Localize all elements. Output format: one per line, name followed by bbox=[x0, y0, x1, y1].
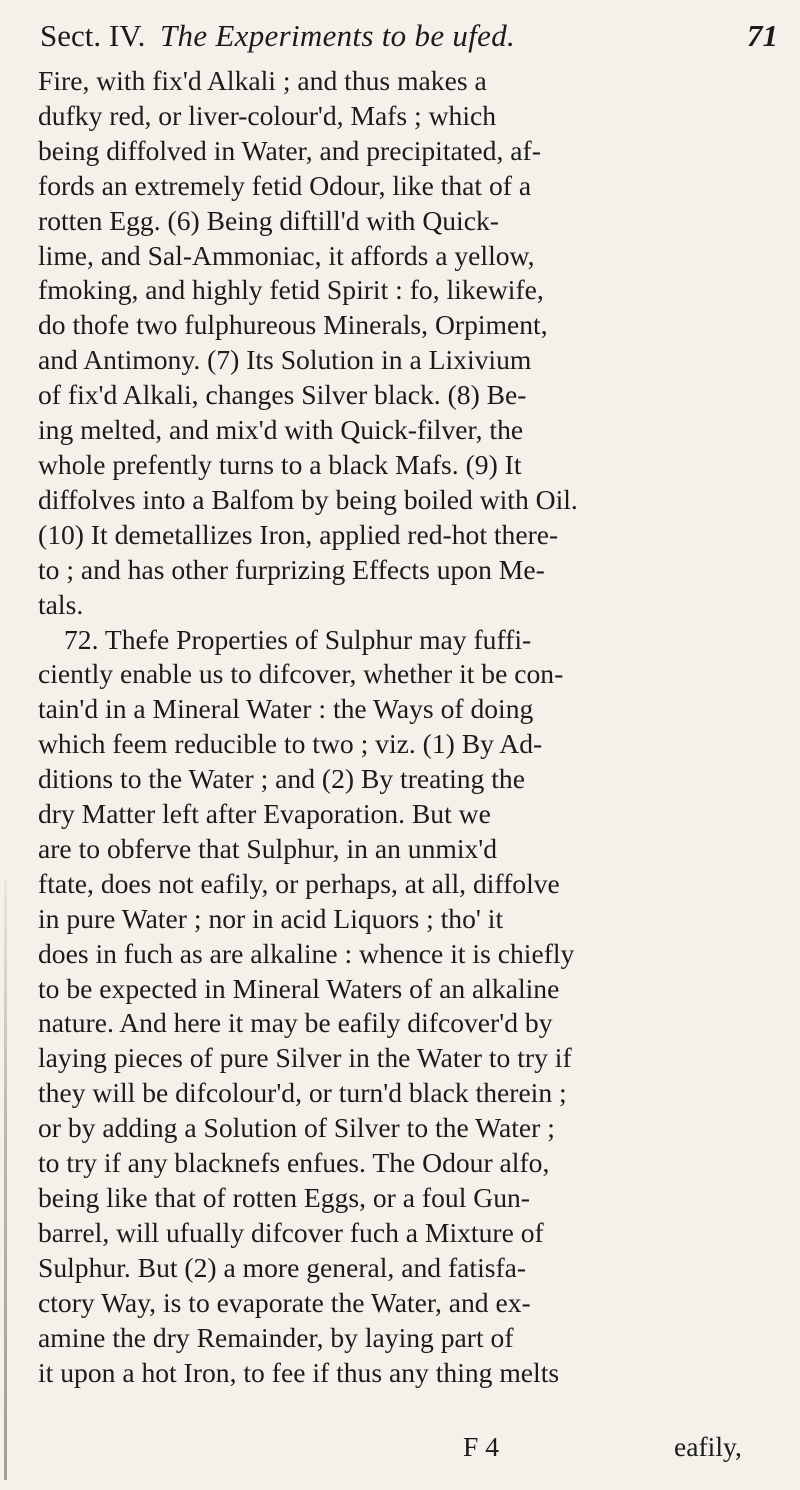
text-line: do thofe two fulphureous Minerals, Orpiment, bbox=[38, 309, 548, 341]
body-text bbox=[38, 64, 760, 1390]
catchword: eafily, bbox=[674, 1431, 742, 1462]
text-line: Fire, with fix'd Alkali ; and thus makes a bbox=[38, 65, 487, 96]
text-line: ctory Way, is to evaporate the Water, and ex- bbox=[38, 1286, 531, 1318]
text-line: whole prefently turns to a black Mafs. (9) It bbox=[38, 448, 522, 480]
running-head bbox=[40, 18, 778, 62]
text-line: laying pieces of pure Silver in the Water to try if bbox=[38, 1042, 572, 1074]
text-line: fmoking, and highly fetid Spirit : fo, likewife, bbox=[38, 274, 544, 306]
text-line: barrel, will ufually difcover fuch a Mixture of bbox=[38, 1216, 544, 1248]
running-title: The Experiments to be ufed. bbox=[160, 18, 516, 53]
text-line: (10) It demetallizes Iron, applied red-hot there- bbox=[38, 518, 559, 550]
text-line: being diffolved in Water, and precipitated, af- bbox=[38, 134, 541, 166]
text-line: to ; and has other furprizing Effects upon Me- bbox=[38, 553, 545, 585]
text-line: tals. bbox=[38, 588, 84, 620]
section-label: Sect. IV. bbox=[40, 18, 146, 53]
text-line: ing melted, and mix'd with Quick-filver, the bbox=[38, 414, 524, 446]
text-line: which feem reducible to two ; viz. (1) By Ad- bbox=[38, 728, 543, 760]
text-line: dry Matter left after Evaporation. But we bbox=[38, 798, 491, 830]
text-line: are to obferve that Sulphur, in an unmix'd bbox=[38, 832, 498, 864]
text-line: amine the dry Remainder, by laying part of bbox=[38, 1321, 514, 1353]
text-line: fords an extremely fetid Odour, like that of a bbox=[38, 169, 532, 201]
text-line: ciently enable us to difcover, whether it be con- bbox=[38, 658, 564, 690]
text-line: it upon a hot Iron, to fee if thus any thing melts bbox=[38, 1356, 560, 1388]
text-line: and Antimony. (7) Its Solution in a Lixivium bbox=[38, 344, 532, 376]
signature-mark: F 4 bbox=[463, 1431, 500, 1462]
text-line: diffolves into a Balfom by being boiled with Oil. bbox=[38, 483, 578, 515]
text-line: to try if any blacknefs enfues. The Odour alfo, bbox=[38, 1147, 550, 1179]
text-line: rotten Egg. (6) Being diftill'd with Quick- bbox=[38, 204, 499, 236]
text-line: of fix'd Alkali, changes Silver black. (8) Be- bbox=[38, 379, 527, 411]
text-line: dufky red, or liver-colour'd, Mafs ; which bbox=[38, 99, 497, 131]
paragraph-start: 72. Thefe Properties of Sulphur may fuffi- bbox=[64, 623, 532, 655]
text-line: to be expected in Mineral Waters of an alkaline bbox=[38, 972, 560, 1004]
text-line: or by adding a Solution of Silver to the Water ; bbox=[38, 1112, 555, 1144]
text-line: ditions to the Water ; and (2) By treating the bbox=[38, 763, 525, 795]
text-line: tain'd in a Mineral Water : the Ways of doing bbox=[38, 693, 534, 725]
text-line: Sulphur. But (2) a more general, and fatisfa- bbox=[38, 1251, 527, 1283]
text-line: being like that of rotten Eggs, or a foul Gun- bbox=[38, 1182, 530, 1213]
text-line: nature. And here it may be eafily difcover'd by bbox=[38, 1007, 553, 1039]
text-line: in pure Water ; nor in acid Liquors ; tho' it bbox=[38, 902, 504, 934]
text-line: lime, and Sal-Ammoniac, it affords a yellow, bbox=[38, 239, 535, 271]
page-number: 71 bbox=[747, 18, 778, 53]
page-edge-shadow bbox=[4, 880, 7, 1480]
text-line: does in fuch as are alkaline : whence it is chiefly bbox=[38, 937, 575, 969]
text-line: they will be difcolour'd, or turn'd black therein ; bbox=[38, 1077, 567, 1109]
text-line: ftate, does not eafily, or perhaps, at all, diffolve bbox=[38, 867, 560, 899]
